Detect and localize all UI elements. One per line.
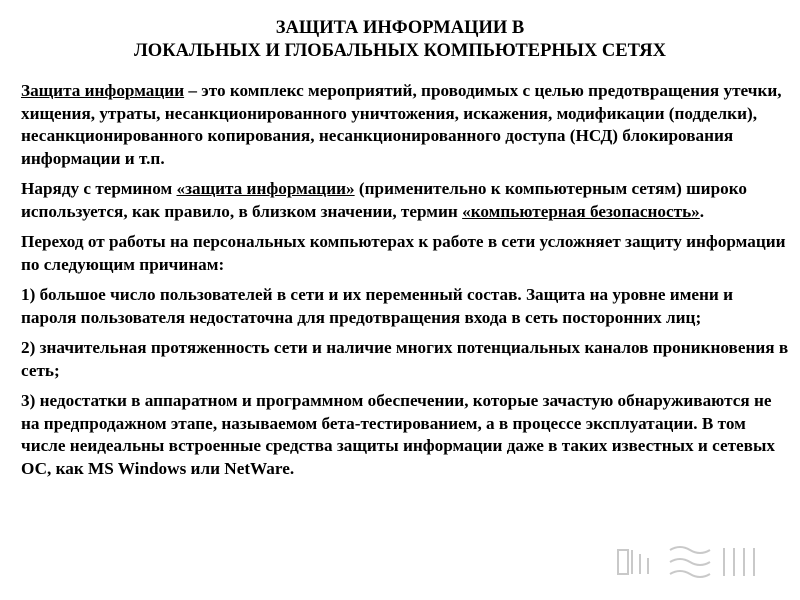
terminology-end: . [699, 201, 705, 221]
paragraph-definition [21, 80, 789, 170]
terminology-lead: Наряду с термином [21, 179, 177, 198]
definition-text: – это комплекс мероприятий, проводимых с целью предотвращения утечки, хищения, утраты, несанкционированного уничтожения, искажения, модификации (подделки), несанкционированного копирования, несанкционированного доступа (НСД) блокирования информации и т.п. [21, 81, 782, 168]
paragraph-terminology [21, 178, 789, 223]
title-line-1: ЗАЩИТА ИНФОРМАЦИИ В [275, 18, 525, 38]
terminology-mid: (применительно к компьютерным сетям) широко используется, как правило, в близком значении, термин [21, 179, 747, 221]
paragraph-reason-1: 1) большое число пользователей в сети и их переменный состав. Защита на уровне имени и пароля пользователя недостаточна для предотвращения входа в сеть посторонних лиц; [21, 285, 734, 327]
paragraph-network-transition: Переход от работы на персональных компьютерах к работе в сети усложняет защиту информации по следующим причинам: [21, 232, 786, 274]
page-title [20, 17, 780, 63]
title-line-2: ЛОКАЛЬНЫХ И ГЛОБАЛЬНЫХ КОМПЬЮТЕРНЫХ СЕТЯХ [134, 41, 666, 61]
term-information-protection: Защита информации [21, 81, 185, 100]
paragraph-reason-3: 3) недостатки в аппаратном и программном обеспечении, которые зачастую обнаруживаются не на предпродажном этапе, называемом бета-тестированием, а в процессе эксплуатации. В том числе неидеальны встроенные средства защиты информации даже в таких известных и сетевых ОС, как MS Windows или NetWare. [21, 391, 775, 478]
body-text [21, 80, 789, 488]
watermark-logo-icon [612, 540, 767, 582]
term-quoted-information-protection: «защита информации» [176, 179, 355, 198]
paragraph-reason-2: 2) значительная протяженность сети и наличие многих потенциальных каналов проникновения в сеть; [21, 338, 789, 380]
term-computer-security: «компьютерная безопасность» [462, 201, 700, 221]
